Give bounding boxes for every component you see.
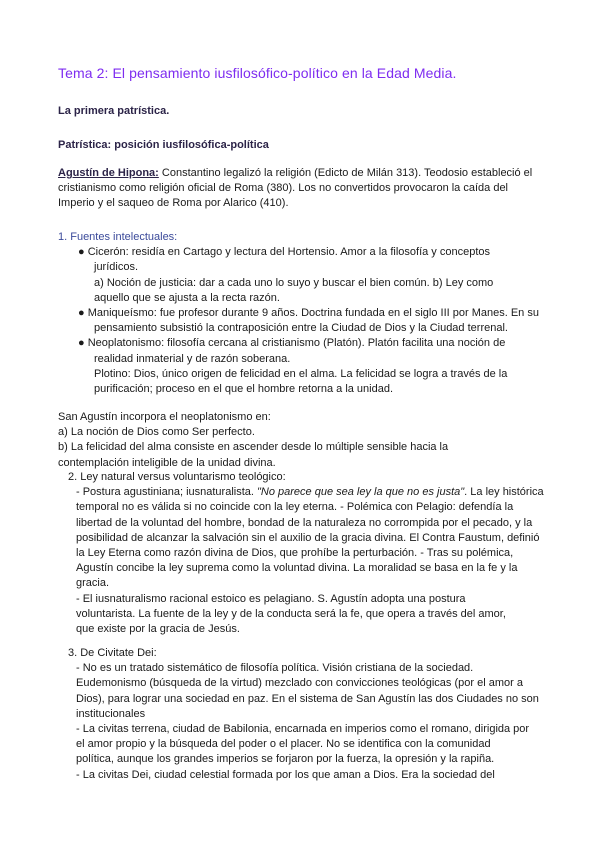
list-item-text: purificación; proceso en el que el hombre retorna a la unidad. [94,383,394,396]
list-item-text: pensamiento subsistió la contraposición entre la Ciudad de Dios y la Ciudad terrenal. [94,322,508,335]
text-line: la Ley Eterna como razón divina de Dios, que prohíbe la perturbación. - Tras su polémica, [76,547,514,560]
civitate-dei-heading: 3. De Civitate Dei: [68,647,157,659]
text-line: gracia. [76,577,110,590]
quote-text: "No parece que sea ley la que no es justa" [257,486,465,499]
list-item-text: a) Noción de justicia: dar a cada uno lo suyo y buscar el bien común. b) Ley como [94,276,494,289]
text-line: b) La felicidad del alma consiste en ascender desde lo múltiple sensible hacia la [58,441,449,454]
agustin-text-3: Imperio y el saqueo de Roma por Alarico (410). [58,197,289,210]
text-line: San Agustín incorpora el neoplatonismo en: [58,411,271,423]
list-item-text: aquello que se ajusta a la recta razón. [94,291,280,304]
text-line: política, aunque los grandes imperios se forjaron por la fuerza, la opresión y la rapiña. [76,753,495,766]
list-item-text: jurídicos. [94,261,139,274]
document-title: Tema 2: El pensamiento iusfilosófico-político en la Edad Media. [58,65,457,81]
text-line: Eudemonismo (búsqueda de la virtud) mezclado con convicciones teológicas (por el amor a [76,677,523,690]
section-heading-patristica: Patrística: posición iusfilosófica-política [58,139,269,151]
fuentes-heading: 1. Fuentes intelectuales: [58,231,178,243]
text-line: - Postura agustiniana; iusnaturalista. [76,486,257,499]
neoplatonismo-paragraph [58,410,548,471]
ley-natural-heading: 2. Ley natural versus voluntarismo teológico: [68,471,286,483]
list-item: ● Maniqueísmo: fue profesor durante 9 años. Doctrina fundada en el siglo III por Manes. En su [78,307,539,320]
text-line: - La civitas terrena, ciudad de Babilonia, encarnada en imperios como el romano, dirigida por [76,723,530,736]
text-line: voluntarista. La fuente de la ley y de la conducta será la fe, que opera a través del amor, [76,607,506,620]
list-item: ● Neoplatonismo: filosofía cercana al cristianismo (Platón). Platón facilita una noción de [78,337,506,350]
agustin-paragraph [58,166,548,212]
text-line: - El iusnaturalismo racional estoico es pelagiano. S. Agustín adopta una postura [76,592,466,605]
text-line: contemplación inteligible de la unidad divina. [58,456,276,469]
agustin-name: Agustín de Hipona: [58,167,159,179]
section-heading-primera-patristica: La primera patrística. [58,105,170,117]
civitate-dei-section [68,646,558,783]
text-line: a) La noción de Dios como Ser perfecto. [58,426,255,439]
list-item-text: realidad inmaterial y de razón soberana. [94,352,291,365]
text-line: temporal no es válida si no coincide con la ley eterna. - Polémica con Pelagio: defendía la [76,501,514,514]
list-item: ● Cicerón: residía en Cartago y lectura del Hortensio. Amor a la filosofía y conceptos [78,246,491,259]
text-line: . La ley histórica [464,486,544,499]
list-item-text: Plotino: Dios, único origen de felicidad en el alma. La felicidad se logra a través de la [94,367,508,380]
text-line: Dios), para lograr una sociedad en paz. En el sistema de San Agustín las dos Ciudades no son [76,692,539,705]
fuentes-section [58,230,548,397]
text-line: el amor propio y la búsqueda del poder o el placer. No se identifica con la comunidad [76,738,491,751]
text-line: que existe por la gracia de Jesús. [76,623,240,636]
agustin-text-2: cristianismo como religión oficial de Roma (380). Los no convertidos provocaron la caída del [58,182,509,195]
text-line: institucionales [76,707,146,720]
text-line: Agustín concibe la ley suprema como la voluntad divina. La moralidad se basa en la fe y la [76,562,518,575]
text-line: - La civitas Dei, ciudad celestial formada por los que aman a Dios. Era la sociedad del [76,768,495,781]
text-line: - No es un tratado sistemático de filosofía política. Visión cristiana de la sociedad. [76,662,474,675]
text-line: libertad de la voluntad del hombre, bondad de la naturaleza no corrompida por el pecado, y la [76,516,533,529]
agustin-text-1: Constantino legalizó la religión (Edicto de Milán 313). Teodosio estableció el [158,167,533,179]
text-line: posibilidad de alcanzar la salvación sin el auxilio de la gracia divina. El Contra Faustum, definió [76,531,540,544]
ley-natural-section [68,470,558,637]
